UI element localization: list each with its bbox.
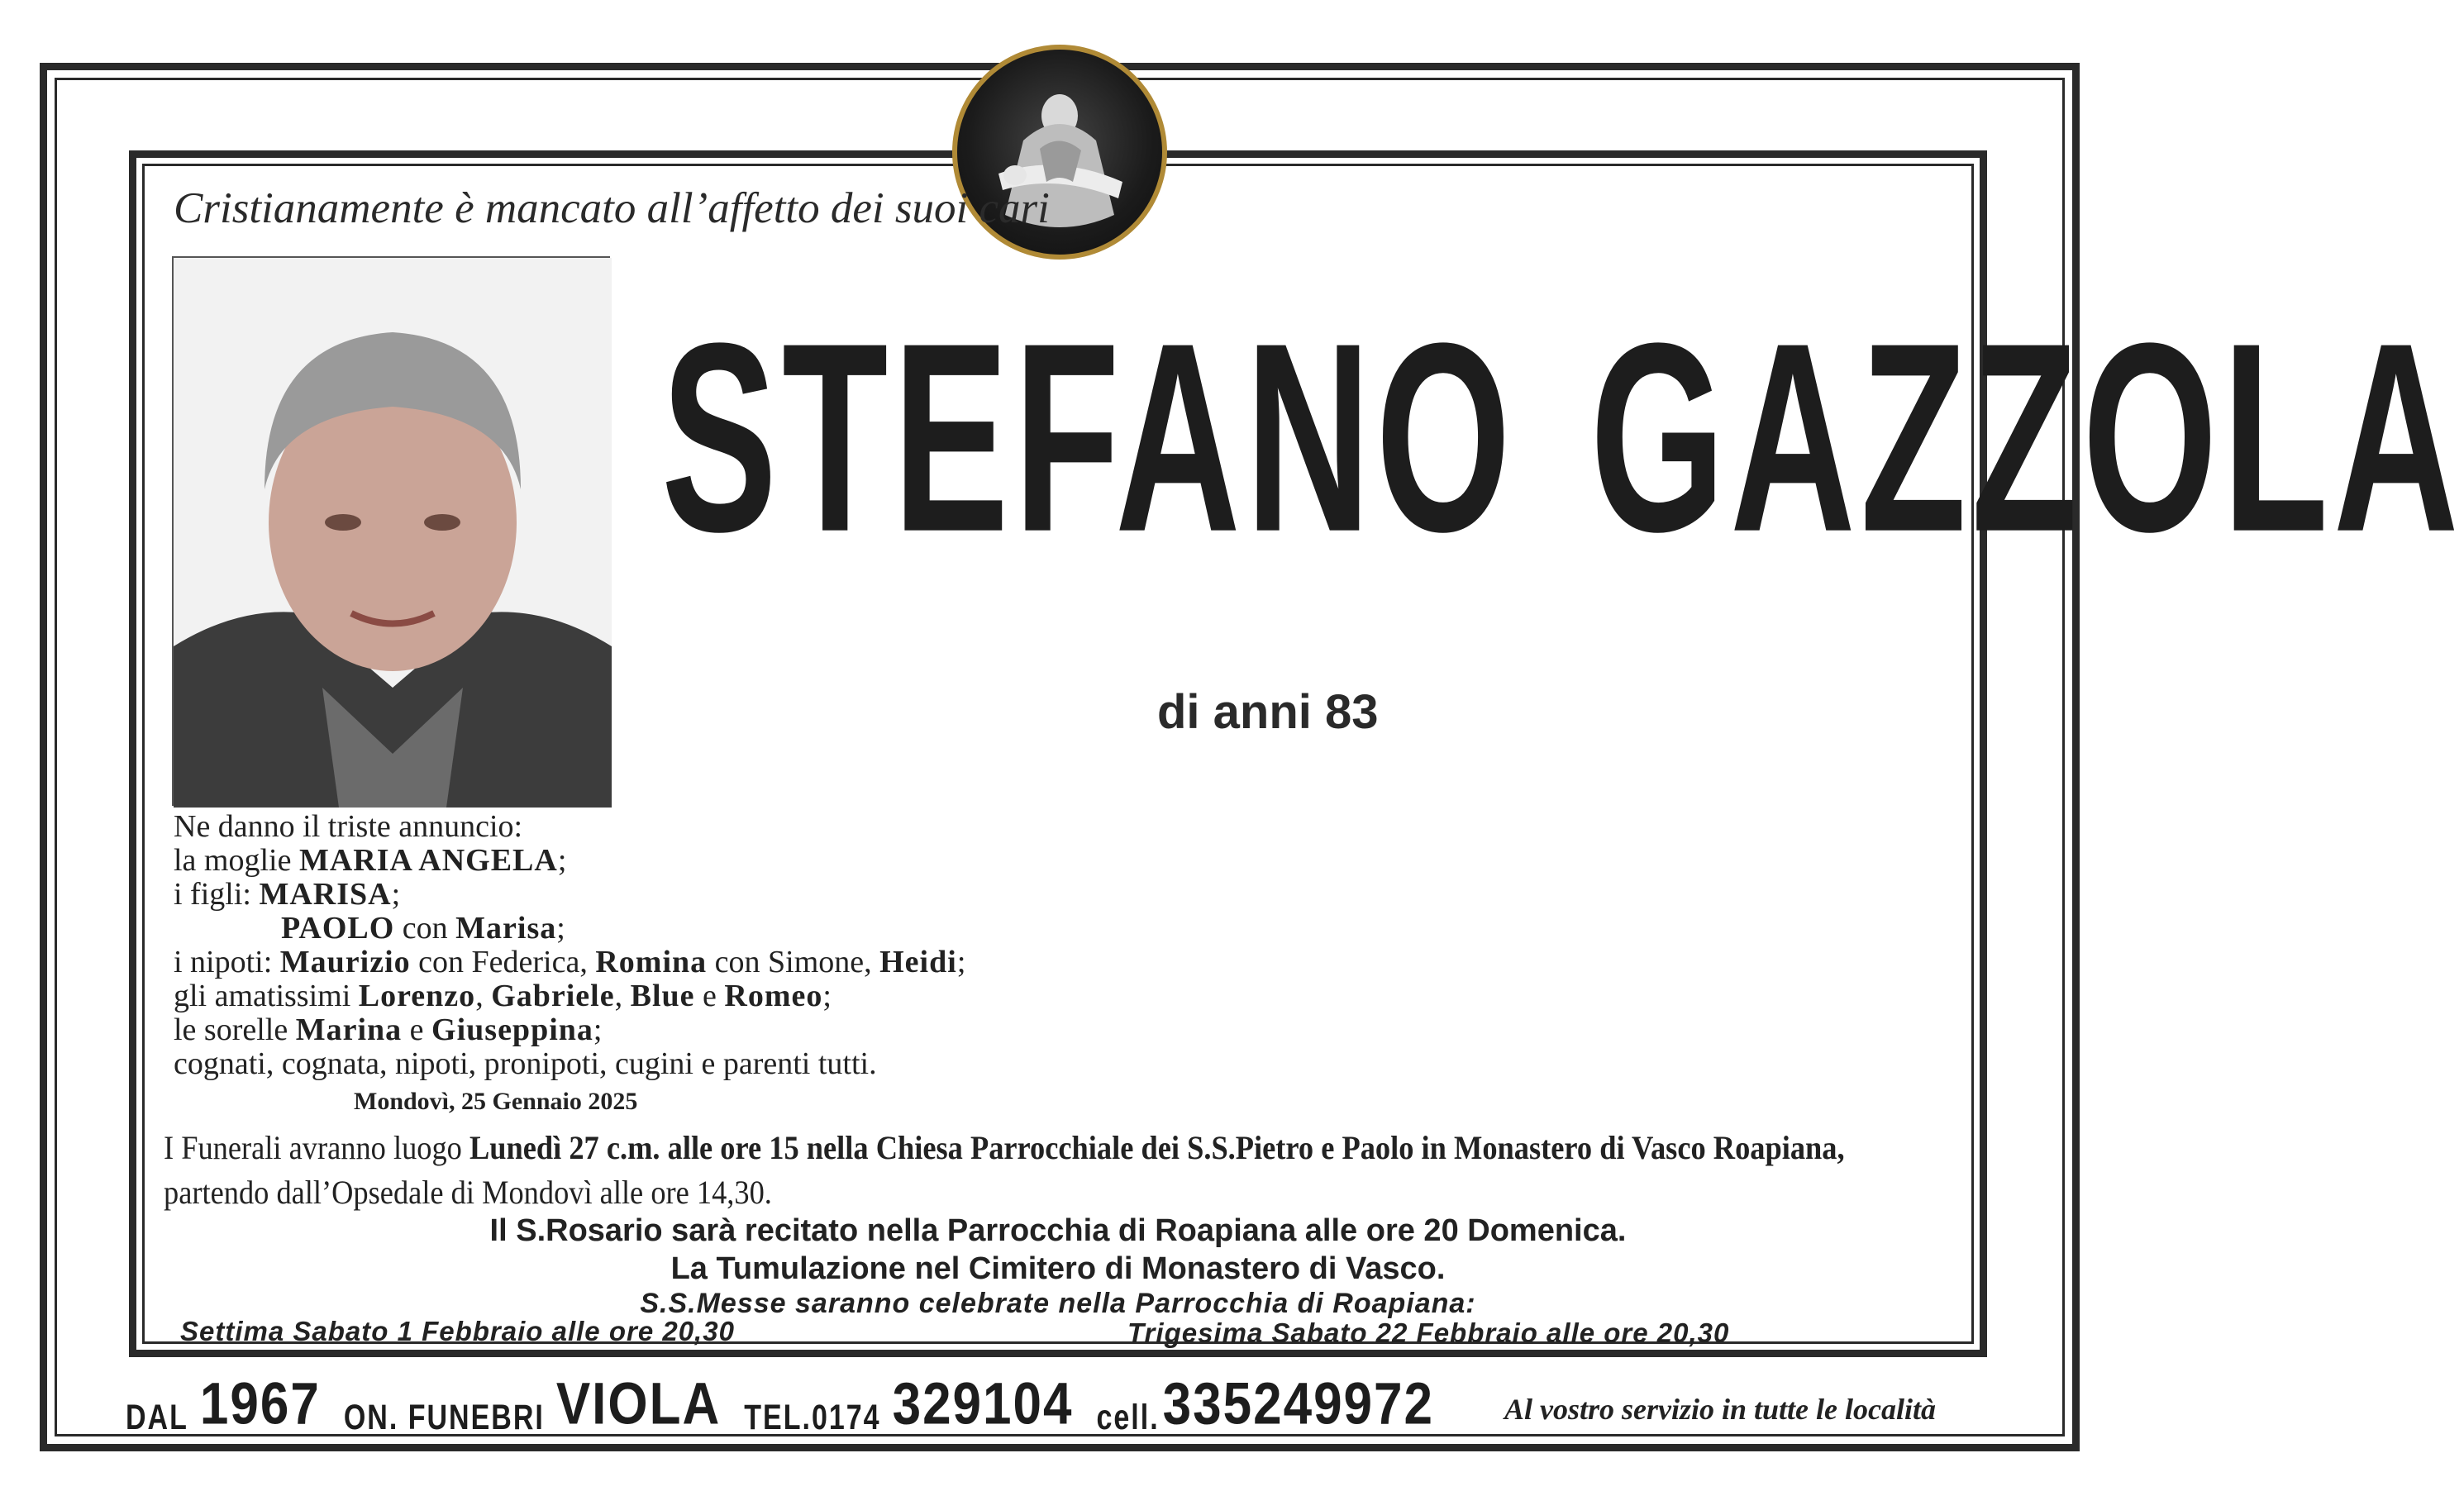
funeral-home-footer	[126, 1371, 1457, 1438]
footer-year: 1967	[199, 1371, 321, 1437]
footer-slogan: Al vostro servizio in tutte le località	[1504, 1393, 1936, 1426]
messe-text: S.S.Messe saranno celebrate nella Parrocchia di Roapiana:	[640, 1288, 1476, 1319]
age-text: di anni 83	[1157, 685, 1379, 739]
footer-dal: DAL	[126, 1398, 188, 1437]
family-line: PAOLO con Marisa;	[281, 911, 565, 946]
rosario-text: Il S.Rosario sarà recitato nella Parrocchia di Roapiana alle ore 20 Domenica.	[489, 1213, 1627, 1248]
family-announcement	[174, 810, 965, 1081]
footer-company: VIOLA	[555, 1371, 722, 1437]
family-line: cognati, cognata, nipoti, pronipoti, cugini e parenti tutti.	[174, 1046, 877, 1081]
footer-tel: 329104	[892, 1371, 1074, 1437]
footer-on-funebri: ON. FUNEBRI	[343, 1398, 545, 1437]
place-date: Mondovì, 25 Gennaio 2025	[354, 1088, 638, 1115]
footer-cell: 335249972	[1162, 1371, 1434, 1437]
family-line: le sorelle Marina e Giuseppina;	[174, 1012, 603, 1047]
family-line: Ne danno il triste annuncio:	[174, 809, 523, 844]
footer-tel-label: TEL.0174	[744, 1398, 881, 1437]
settima-text: Settima Sabato 1 Febbraio alle ore 20,30	[180, 1316, 735, 1346]
family-line: i figli: MARISA;	[174, 877, 401, 912]
funeral-details	[164, 1126, 1845, 1215]
tumulazione-text: La Tumulazione nel Cimitero di Monastero di Vasco.	[670, 1251, 1446, 1286]
family-line: i nipoti: Maurizio con Federica, Romina con Simone, Heidi;	[174, 945, 966, 979]
last-name: GAZZOLA	[1589, 287, 2464, 588]
funeral-line-2: partendo dall’Opsedale di Mondovì alle ore 14,30.	[164, 1174, 772, 1211]
intro-text: Cristianamente è mancato all’affetto dei suoi cari	[174, 184, 1050, 232]
portrait-photo	[172, 256, 610, 806]
first-name: STEFANO	[661, 287, 1516, 588]
funeral-line-1: I Funerali avranno luogo Lunedì 27 c.m. alle ore 15 nella Chiesa Parrocchiale dei S.S.Pietro e Paolo in Monastero di Vasco Roapiana,	[164, 1129, 1845, 1166]
family-line: la moglie MARIA ANGELA;	[174, 843, 567, 878]
trigesima-text: Trigesima Sabato 22 Febbraio alle ore 20,30	[1127, 1317, 1730, 1348]
footer-cell-label: cell.	[1096, 1398, 1160, 1437]
family-line: gli amatissimi Lorenzo, Gabriele, Blue e Romeo;	[174, 979, 832, 1013]
deceased-name	[661, 221, 2464, 656]
